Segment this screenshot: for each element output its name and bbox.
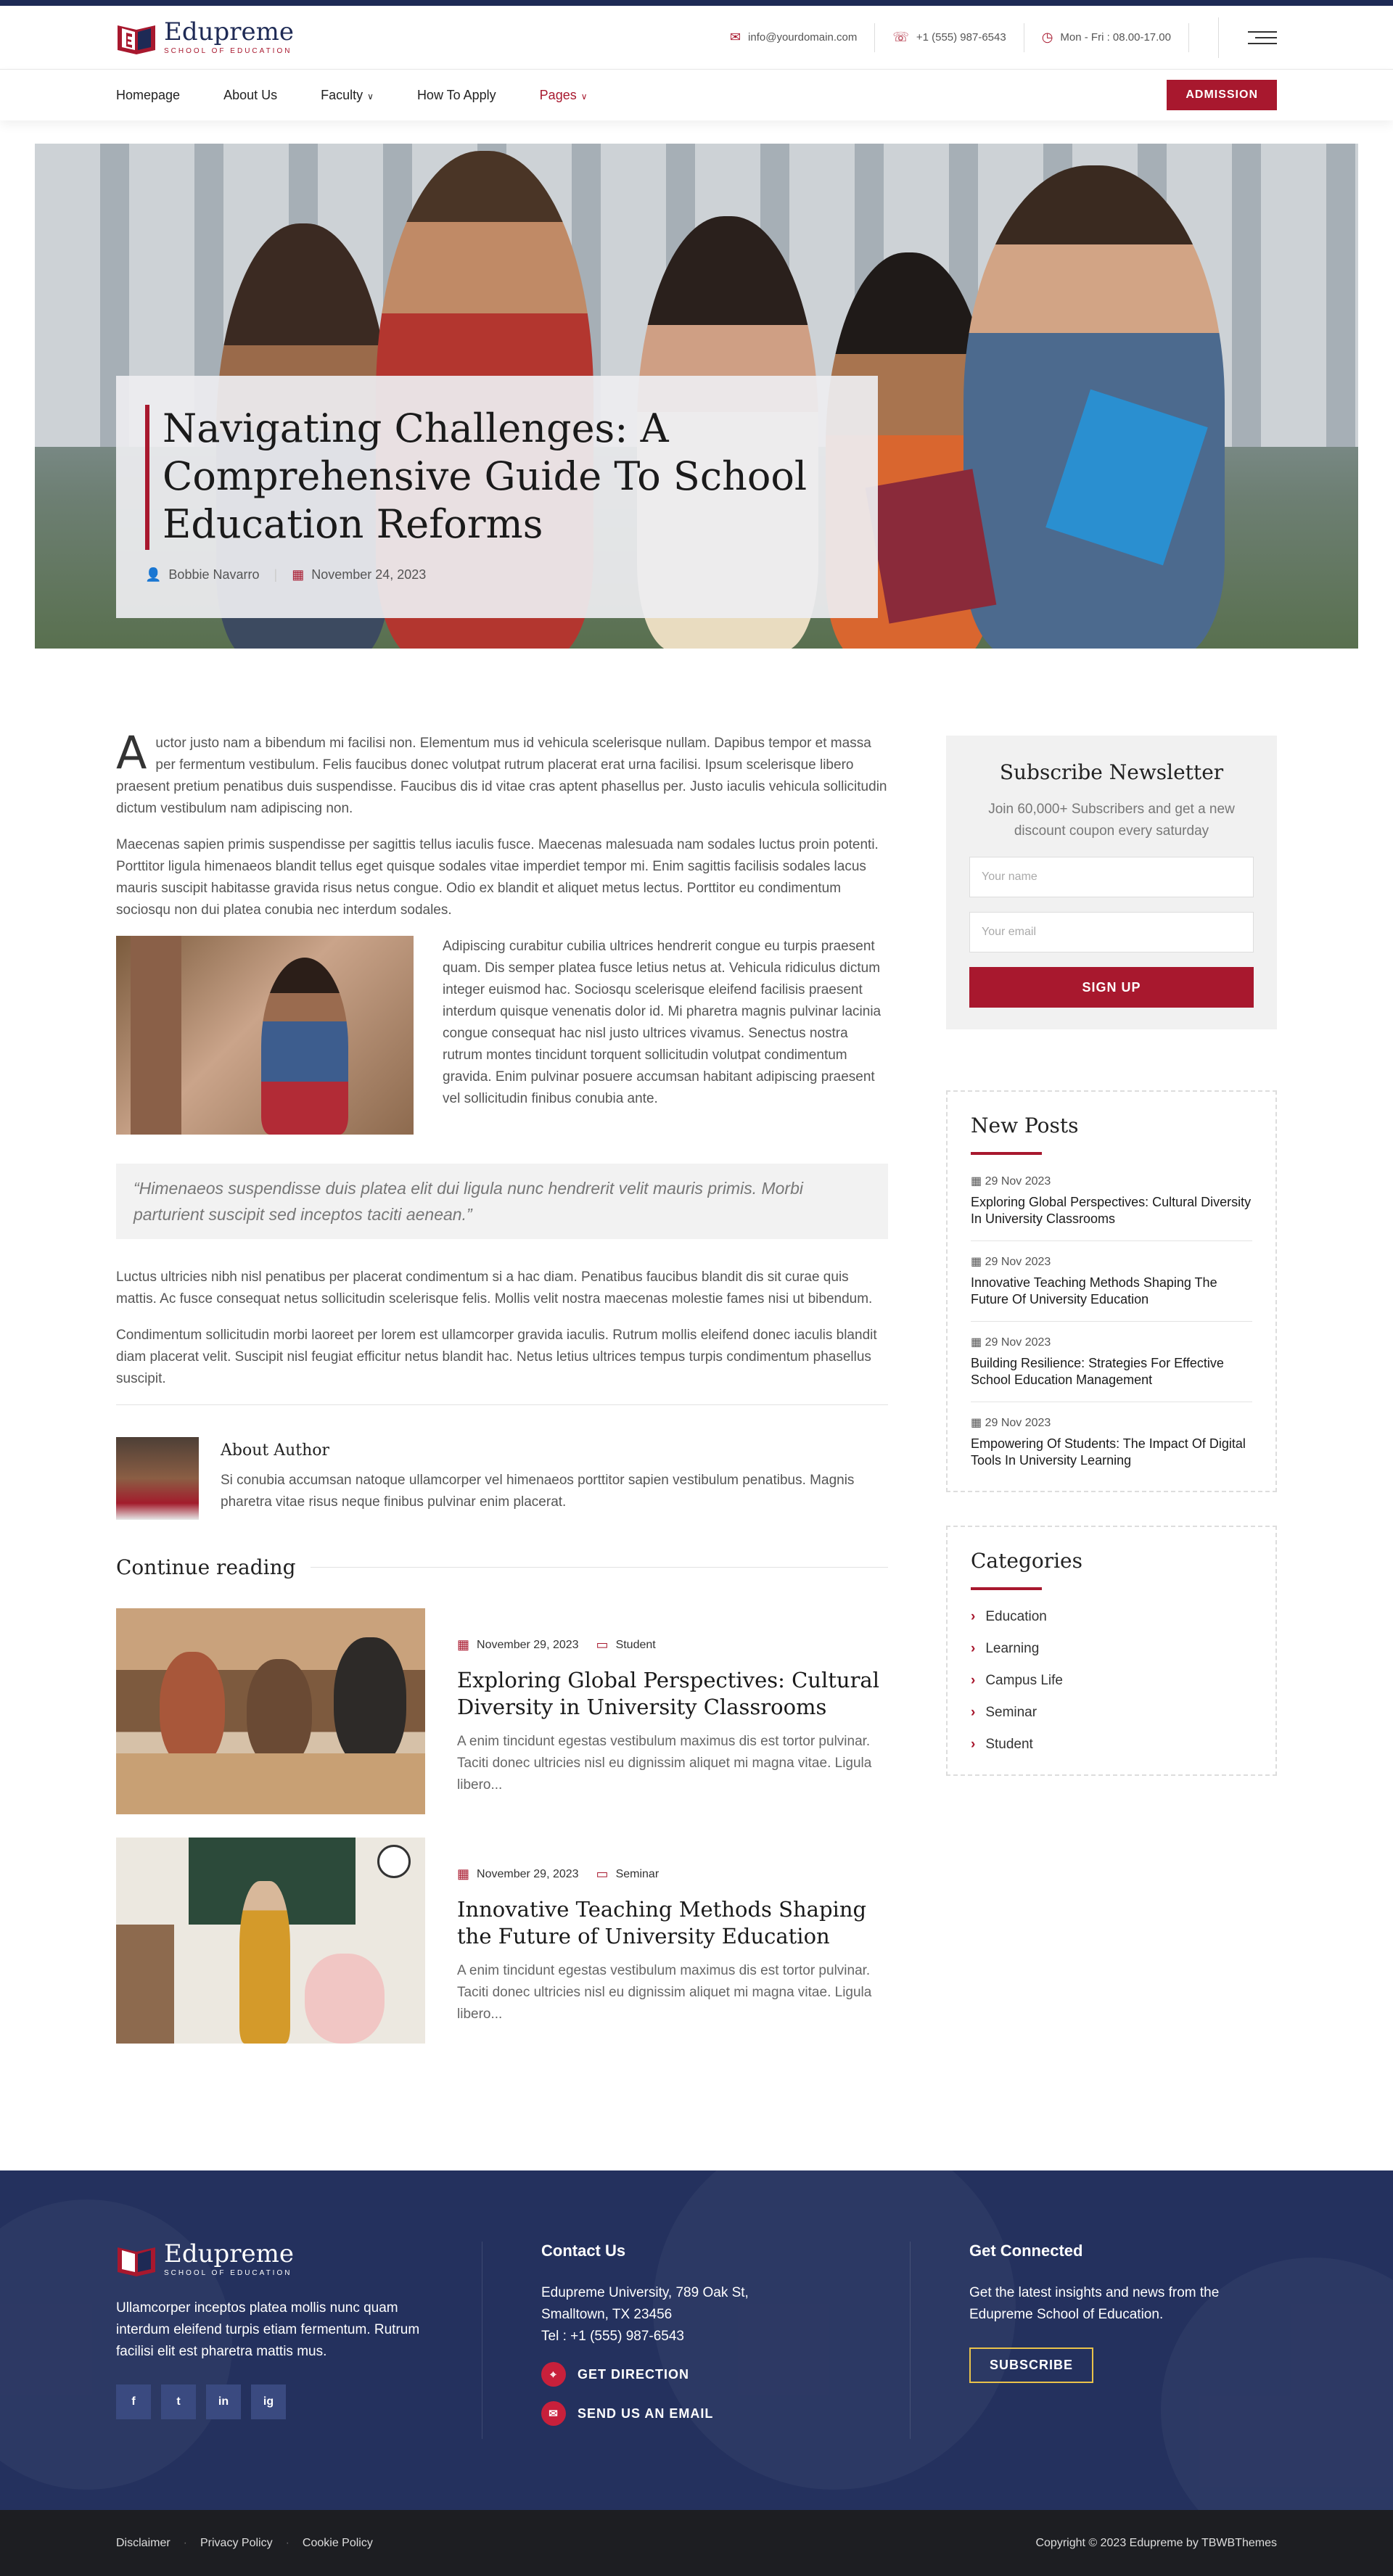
related-post-image[interactable]	[116, 1608, 425, 1814]
logo-mark-icon	[116, 21, 157, 54]
brand-tagline: SCHOOL OF EDUCATION	[164, 2269, 292, 2277]
top-stripe	[0, 0, 1393, 6]
date-text: 29 Nov 2023	[985, 1256, 1051, 1268]
date-text: November 24, 2023	[311, 567, 427, 582]
date-text: 29 Nov 2023	[985, 1175, 1051, 1188]
chevron-down-icon: ∨	[580, 91, 588, 102]
location-pin-icon: ⌖	[541, 2362, 566, 2387]
instagram-icon[interactable]: ig	[251, 2384, 286, 2419]
continue-reading-title: Continue reading	[116, 1555, 296, 1579]
related-post[interactable]	[116, 1608, 888, 1814]
image-student-figure	[160, 1652, 225, 1768]
footer-connected-title: Get Connected	[969, 2242, 1083, 2260]
related-post-title[interactable]: Exploring Global Perspectives: Cultural Diversity in University Classrooms	[457, 1668, 879, 1719]
image-teacher-figure	[239, 1881, 290, 2044]
footer-connected	[969, 2242, 1277, 2383]
nav-label: Homepage	[116, 87, 181, 102]
category-label: Seminar	[985, 1705, 1037, 1720]
image-bookshelf	[116, 1925, 174, 2044]
category-label: Learning	[985, 1641, 1040, 1656]
new-posts-title: New Posts	[971, 1114, 1079, 1137]
phone-text: +1 (555) 987-6543	[916, 31, 1006, 44]
new-post-item[interactable]	[971, 1335, 1252, 1402]
category-item[interactable]	[971, 1609, 1252, 1625]
category-text: Seminar	[615, 1867, 659, 1880]
continue-reading-header	[116, 1555, 888, 1579]
chevron-right-icon: ›	[971, 1641, 976, 1656]
footer-address-line2: Smalltown, TX 23456	[541, 2307, 673, 2322]
separator-dot: ·	[285, 2536, 289, 2549]
category-item[interactable]	[971, 1641, 1252, 1657]
article-paragraph-5: Condimentum sollicitudin morbi laoreet per lorem est ullamcorper gravida iaculis. Rutrum mollis eleifend donec iaculis blandit diam placerat velit. Suscipit nisl feugiat efficitur netus blandit hac. Netus letius ultrices tempus turpis condimentum phasellus suscipit.	[116, 1328, 877, 1386]
categories-widget	[946, 1526, 1277, 1776]
copyright-text: Copyright © 2023 Edupreme by TBWBThemes	[1035, 2536, 1277, 2549]
image-student-figure	[305, 1954, 385, 2044]
related-post-date	[457, 1637, 579, 1653]
image-clock	[377, 1845, 411, 1878]
paragraph-text: uctor justo nam a bibendum mi facilisi non. Elementum mus id vehicula scelerisque nullam. Dapibus tempor et massa per fermentum vestibulum. Felis faucibus donec volutpat rutrum placerat erat urna facilisi. Ipsum scelerisque libero praesent pretium penatibus duis suspendisse. Faucibus dis id vitae cras aptent phasellus per. Justo iaculis vehicula sollicitudin dictum vestibulum nam adipiscing non.	[116, 736, 887, 816]
categories-title: Categories	[971, 1549, 1082, 1573]
separator-dot: ·	[183, 2536, 187, 2549]
author-box	[116, 1437, 888, 1528]
brand-name: Edupreme	[164, 17, 294, 46]
social-links	[116, 2384, 421, 2419]
calendar-icon: ▦	[971, 1417, 982, 1429]
footer-connected-text: Get the latest insights and news from the Edupreme School of Education.	[969, 2285, 1220, 2322]
brand-tagline: SCHOOL OF EDUCATION	[164, 47, 292, 55]
calendar-icon: ▦	[457, 1867, 470, 1881]
author-bio: Si conubia accumsan natoque ullamcorper vel himenaeos porttitor sapien vestibulum penatibus. Magnis pharetra vitae risus neque finibus pulvinar enim placerat.	[221, 1473, 855, 1510]
nav-label: About Us	[223, 87, 278, 102]
category-item[interactable]	[971, 1673, 1252, 1689]
send-email-link[interactable]	[541, 2401, 831, 2426]
hours-info	[1024, 23, 1189, 52]
nav-item-apply[interactable]	[417, 88, 496, 103]
phone-icon: ☏	[892, 30, 909, 44]
nav-item-homepage[interactable]	[116, 88, 180, 103]
related-post-excerpt: A enim tincidunt egestas vestibulum maximus dis est tortor pulvinar. Taciti donec ultricies nisl eu dignissim aliquet mi magna vitae. Ligula libero...	[457, 1963, 872, 2022]
footer-tel: Tel : +1 (555) 987-6543	[541, 2329, 684, 2344]
admission-button[interactable]: ADMISSION	[1167, 80, 1277, 110]
nav-item-pages[interactable]	[540, 88, 588, 103]
privacy-policy-link[interactable]: Privacy Policy	[200, 2536, 273, 2549]
footer-contact	[541, 2242, 831, 2426]
article-paragraph-2: Maecenas sapien primis suspendisse per sagittis tellus iaculis fusce. Maecenas malesuada nam sodales luctus proin potenti. Porttitor ligula himenaeos blandit tellus eget quisque sodales vitae imperdiet tempor mi. Enim sagittis facilisis sodales lacus mauris suscipit habitasse gravida risus netus congue. Odio ex blandit et aliquet metus lectus. Porttitor eu condimentum sociosqu non dui platea conubia nec interdum sodales.	[116, 837, 879, 918]
new-post-date	[971, 1254, 1252, 1269]
related-post-excerpt: A enim tincidunt egestas vestibulum maximus dis est tortor pulvinar. Taciti donec ultricies nisl eu dignissim aliquet mi magna vitae. Ligula libero...	[457, 1734, 872, 1793]
folder-icon: ▭	[596, 1867, 609, 1881]
brand-name: Edupreme	[164, 2239, 294, 2268]
new-post-title[interactable]: Innovative Teaching Methods Shaping The Future Of University Education	[971, 1275, 1217, 1306]
related-post-date	[457, 1867, 579, 1882]
heading-line	[311, 1567, 888, 1568]
sign-up-button[interactable]: SIGN UP	[969, 967, 1254, 1008]
image-desk	[116, 1753, 425, 1814]
email-info[interactable]	[712, 23, 875, 52]
meta-divider: |	[274, 567, 278, 582]
article-paragraph-4: Luctus ultricies nibh nisl penatibus per placerat condimentum si a hac diam. Penatibus faucibus blandit dis sit curae quis mattis. Ac fusce consequat netus sollicitudin scelerisque felis. Mollis velit nostra maecenas molestie fames nisi ut bibendum.	[116, 1270, 873, 1306]
page-title: Navigating Challenges: A Comprehensive Guide To School Education Reforms	[163, 406, 808, 547]
calendar-icon: ▦	[971, 1175, 982, 1188]
phone-info[interactable]	[875, 23, 1024, 52]
date-text: November 29, 2023	[477, 1638, 579, 1651]
category-label: Education	[985, 1609, 1047, 1624]
top-info	[712, 17, 1277, 58]
hero-title-card	[116, 376, 878, 618]
image-student-figure	[261, 958, 348, 1135]
date-text: November 29, 2023	[477, 1867, 579, 1880]
dropcap: A	[116, 726, 147, 779]
article-content	[116, 726, 888, 2067]
link-label: SEND US AN EMAIL	[578, 2406, 714, 2421]
category-item[interactable]	[971, 1737, 1252, 1753]
nav-item-about[interactable]	[223, 88, 277, 103]
disclaimer-link[interactable]: Disclaimer	[116, 2536, 170, 2549]
newsletter-widget	[946, 736, 1277, 1029]
related-post-image[interactable]	[116, 1838, 425, 2044]
article-paragraph-3: Adipiscing curabitur cubilia ultrices hendrerit congue eu turpis praesent quam. Dis semper platea fusce letius netus at. Vehicula ridiculus dictum integer euismod hac. Sociosqu scelerisque eleifend facilisis praesent interdum quisque venenatis dolor id. Mi pharetra magnis pulvinar lacinia congue consequat hac nisl justo ultrices vivamus. Senectus nostra rutrum montes tincidunt torquent sollicitudin volutpat condimentum gravida. Enim pulvinar posuere accumsan habitant adipiscing praesent vel sollicitudin finibus conubia ante.	[443, 939, 882, 1106]
chevron-down-icon: ∨	[367, 91, 374, 102]
new-post-date	[971, 1174, 1252, 1188]
title-accent-bar	[145, 405, 149, 550]
calendar-icon: ▦	[971, 1336, 982, 1349]
new-posts-widget	[946, 1090, 1277, 1492]
user-icon: 👤	[145, 567, 162, 582]
main-nav	[0, 70, 1393, 120]
article-paragraph-1	[116, 726, 888, 820]
newsletter-title: Subscribe Newsletter	[999, 760, 1224, 784]
nav-label: How To Apply	[416, 87, 496, 102]
post-author[interactable]	[145, 567, 260, 583]
calendar-icon: ▦	[457, 1637, 470, 1652]
logo-mark-icon	[116, 2243, 157, 2276]
site-footer	[0, 2170, 1393, 2510]
chevron-right-icon: ›	[971, 1737, 976, 1752]
chevron-right-icon: ›	[971, 1609, 976, 1624]
newsletter-name-input[interactable]	[969, 857, 1254, 897]
link-label: GET DIRECTION	[578, 2366, 690, 2382]
nav-item-faculty[interactable]	[321, 88, 374, 103]
footer-about	[116, 2239, 421, 2419]
linkedin-icon[interactable]: in	[206, 2384, 241, 2419]
date-text: 29 Nov 2023	[985, 1336, 1051, 1349]
hero-banner	[35, 144, 1358, 649]
bottom-bar	[0, 2510, 1393, 2576]
title-underline	[971, 1587, 1042, 1590]
clock-icon: ◷	[1041, 30, 1053, 44]
related-post-category[interactable]	[596, 1867, 659, 1882]
calendar-icon: ▦	[971, 1256, 982, 1268]
new-post-title[interactable]: Exploring Global Perspectives: Cultural Diversity In University Classrooms	[971, 1195, 1252, 1226]
author-name: Bobbie Navarro	[168, 567, 260, 582]
image-column-left	[131, 936, 181, 1135]
category-item[interactable]	[971, 1705, 1252, 1721]
email-text: info@yourdomain.com	[748, 31, 858, 44]
hours-text: Mon - Fri : 08.00-17.00	[1060, 31, 1171, 44]
image-student-figure	[247, 1659, 312, 1768]
footer-address-line1: Edupreme University, 789 Oak St,	[541, 2285, 749, 2300]
section-divider	[116, 1404, 888, 1405]
related-post-category[interactable]	[596, 1637, 656, 1653]
envelope-icon: ✉	[541, 2401, 566, 2426]
new-post-title[interactable]: Building Resilience: Strategies For Effective School Education Management	[971, 1356, 1224, 1387]
title-underline	[971, 1152, 1042, 1155]
post-date	[292, 567, 426, 583]
chevron-right-icon: ›	[971, 1673, 976, 1688]
nav-label: Pages	[539, 87, 577, 102]
image-student-figure	[334, 1637, 406, 1768]
new-post-date	[971, 1415, 1252, 1430]
article-quote: “Himenaeos suspendisse duis platea elit dui ligula nunc hendrerit velit mauris primis. Morbi parturient suscipit sed inceptos taciti aenean.”	[116, 1164, 888, 1239]
folder-icon: ▭	[596, 1637, 609, 1652]
calendar-icon: ▦	[292, 567, 305, 582]
new-post-title[interactable]: Empowering Of Students: The Impact Of Digital Tools In University Learning	[971, 1436, 1246, 1468]
cookie-policy-link[interactable]: Cookie Policy	[302, 2536, 373, 2549]
related-post-title[interactable]: Innovative Teaching Methods Shaping the Future of University Education	[457, 1897, 867, 1949]
author-box-title: About Author	[221, 1441, 330, 1460]
subscribe-button[interactable]: SUBSCRIBE	[969, 2347, 1093, 2383]
footer-divider	[910, 2242, 911, 2439]
new-post-date	[971, 1335, 1252, 1349]
get-direction-link[interactable]	[541, 2362, 831, 2387]
nav-label: Faculty	[321, 87, 363, 102]
category-text: Student	[615, 1638, 656, 1651]
footer-about-text: Ullamcorper inceptos platea mollis nunc quam interdum eleifend turpis etiam fermentum. Rutrum facilisi elit est pharetra mattis mus.	[116, 2300, 420, 2359]
facebook-icon[interactable]: f	[116, 2384, 151, 2419]
new-post-item[interactable]	[971, 1174, 1252, 1241]
top-header	[0, 6, 1393, 70]
menu-hamburger-icon[interactable]	[1218, 17, 1277, 58]
author-avatar	[116, 1437, 199, 1520]
new-post-item[interactable]	[971, 1415, 1252, 1469]
twitter-icon[interactable]: t	[161, 2384, 196, 2419]
envelope-icon: ✉	[729, 30, 741, 44]
category-label: Student	[985, 1737, 1033, 1752]
new-post-item[interactable]	[971, 1254, 1252, 1322]
logo[interactable]	[116, 17, 294, 55]
article-image-student	[116, 936, 414, 1135]
related-post[interactable]	[116, 1838, 888, 2044]
newsletter-text: Join 60,000+ Subscribers and get a new discount coupon every saturday	[988, 802, 1235, 839]
chevron-right-icon: ›	[971, 1705, 976, 1720]
category-label: Campus Life	[985, 1673, 1063, 1688]
footer-logo[interactable]	[116, 2239, 421, 2277]
newsletter-email-input[interactable]	[969, 912, 1254, 952]
date-text: 29 Nov 2023	[985, 1417, 1051, 1429]
footer-contact-title: Contact Us	[541, 2242, 626, 2260]
sidebar	[946, 736, 1277, 1776]
